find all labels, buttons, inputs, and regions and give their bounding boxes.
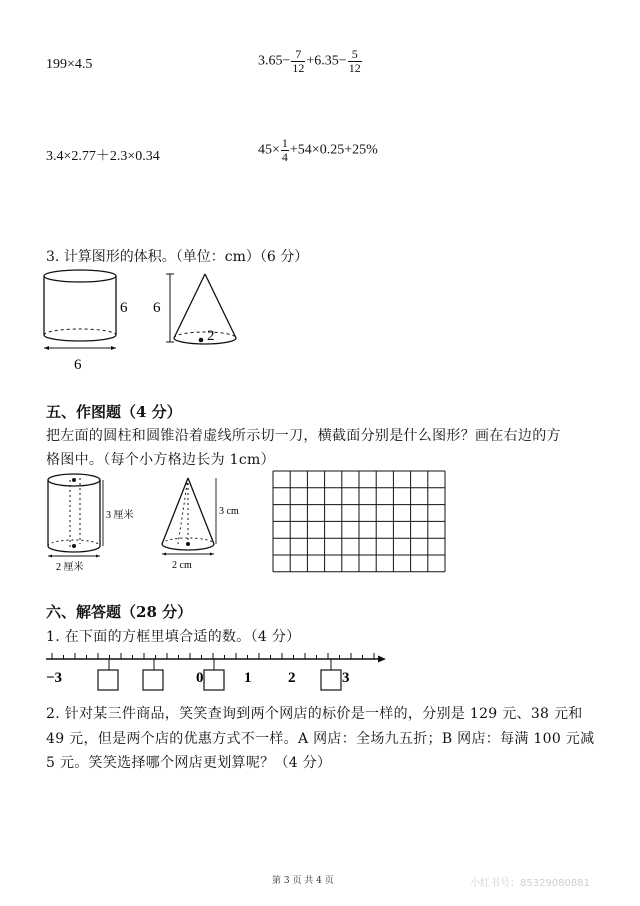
- numberline-label-0: 0: [196, 670, 204, 686]
- volume-question-title: 3. 计算图形的体积。（单位：cm）（6 分）: [46, 249, 309, 265]
- top-center-dot: [72, 478, 76, 482]
- calc-row2-right: [258, 137, 378, 164]
- arrow-right-icon: [111, 346, 116, 350]
- numberline-label-3: 3: [342, 670, 350, 686]
- cylinder-height-label: 3 厘米: [106, 510, 134, 521]
- fraction-denominator: 12: [348, 61, 361, 75]
- cylinder-figure: [36, 268, 146, 378]
- arrow-left-icon: [48, 555, 52, 558]
- cone-left-edge: [174, 274, 205, 338]
- arrow-right-icon: [378, 656, 386, 663]
- arrow-left-icon: [44, 346, 49, 350]
- arrow-right-icon: [210, 553, 214, 556]
- section5-line2: 格图中。（每个小方格边长为 1cm）: [46, 452, 275, 468]
- section5-heading: 五、作图题（4 分）: [46, 403, 182, 421]
- numberline-label-1: 1: [244, 670, 252, 686]
- fraction-numerator: 7: [291, 48, 305, 62]
- bottom-center-dot: [72, 544, 76, 548]
- cone-left-edge: [162, 478, 188, 544]
- question2-line1: 2. 针对某三件商品，笑笑查询到两个网店的标价是一样的，分别是 129 元、38 元和: [46, 706, 583, 722]
- calc-row2-part-a: 45×: [258, 142, 280, 158]
- answer-box[interactable]: [143, 670, 163, 690]
- arrow-left-icon: [162, 553, 166, 556]
- answer-box[interactable]: [321, 670, 341, 690]
- cylinder-height-label: 6: [120, 300, 128, 316]
- calc-row2-part-b: +54×0.25+25%: [289, 142, 378, 158]
- section5-line1: 把左面的圆柱和圆锥沿着虚线所示切一刀，横截面分别是什么图形？画在右边的方: [46, 428, 561, 444]
- question1-text: 1. 在下面的方框里填合适的数。（4 分）: [46, 629, 301, 645]
- arrow-right-icon: [96, 555, 100, 558]
- cone-cut-figure: [152, 472, 252, 576]
- number-line: [44, 648, 394, 698]
- cylinder-diameter-label: 6: [74, 357, 82, 373]
- cylinder-bottom-front: [44, 335, 116, 341]
- question2-line3: 5 元。笑笑选择哪个网店更划算呢？（4 分）: [46, 755, 332, 771]
- cone-figure: [150, 268, 260, 358]
- question2-line2: 49 元，但是两个店的优惠方式不一样。A 网店：全场九五折；B 网店：每满 100 元减: [46, 731, 595, 747]
- fraction-5-12: [348, 48, 362, 75]
- calc-row1-right: [258, 48, 363, 75]
- fraction-denominator: 12: [292, 61, 305, 75]
- cylinder-cut-figure: [40, 470, 150, 576]
- calc-row1-part-a: 3.65−: [258, 53, 291, 69]
- calc-row1-part-b: +6.35−: [306, 53, 347, 69]
- page-footer: 第 3 页 共 4 页: [272, 876, 334, 886]
- cylinder-top-ellipse: [44, 270, 116, 282]
- section6-heading: 六、解答题（28 分）: [46, 603, 193, 621]
- fraction-numerator: 1: [281, 136, 288, 150]
- cone-width-label: 2 cm: [172, 560, 192, 571]
- cone-height-label: 3 cm: [219, 506, 239, 517]
- calc-row2-left: 3.4×2.77＋2.3×0.34: [46, 149, 160, 164]
- cone-base-front: [174, 338, 236, 344]
- cut-line-dashed: [178, 478, 188, 544]
- cone-center-dot: [186, 542, 190, 546]
- answer-box[interactable]: [204, 670, 224, 690]
- cone-base-back-dashed: [174, 332, 236, 338]
- fraction-denominator: 4: [281, 150, 288, 164]
- cone-center-dot: [199, 338, 204, 343]
- numberline-label-2: 2: [288, 670, 296, 686]
- fraction-7-12: [291, 48, 305, 75]
- cylinder-width-label: 2 厘米: [56, 562, 84, 573]
- answer-box[interactable]: [98, 670, 118, 690]
- cone-height-label: 6: [153, 300, 161, 316]
- numberline-label-neg3: −3: [46, 670, 63, 686]
- cylinder-bottom-back-dashed: [44, 329, 116, 335]
- cone-right-edge: [188, 478, 214, 544]
- watermark: 小红书号：85329080881: [470, 878, 590, 889]
- fraction-numerator: 5: [348, 48, 362, 62]
- answer-grid[interactable]: [272, 470, 448, 574]
- calc-row1-left: 199×4.5: [46, 57, 93, 72]
- cone-radius-label: 2: [207, 328, 215, 344]
- fraction-1-4: [281, 137, 289, 164]
